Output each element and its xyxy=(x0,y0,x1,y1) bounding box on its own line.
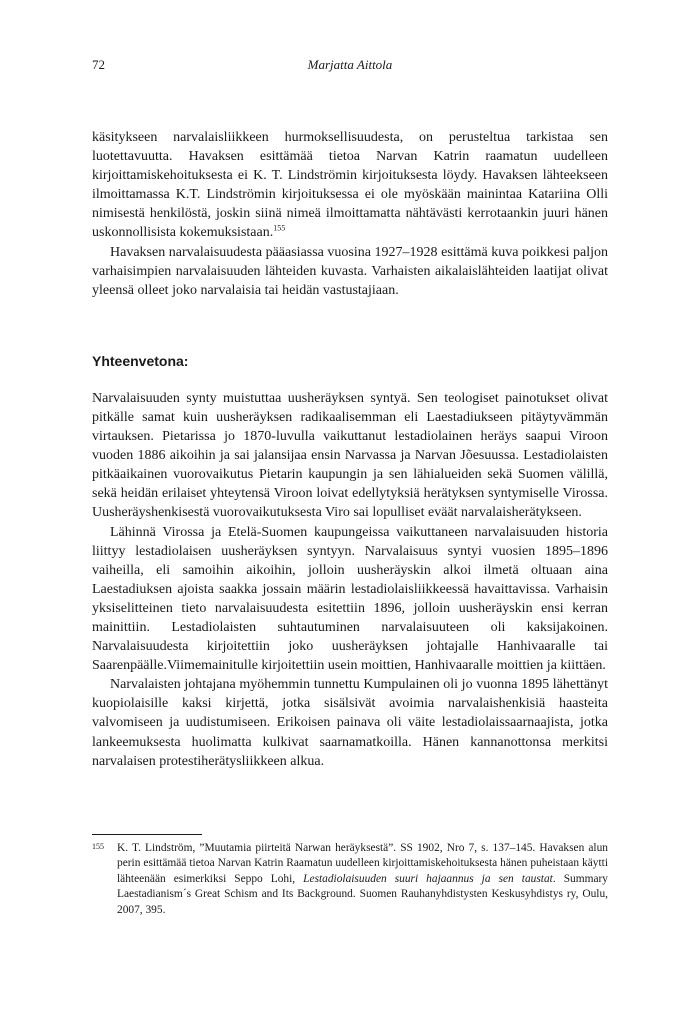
section-heading: Yhteenvetona: xyxy=(92,352,189,369)
paragraph-text: käsitykseen narvalaisliikkeen hurmoksellisuudesta, on perusteltua tarkistaa sen luotettavuutta. Havaksen esittämää tietoa Narvan Katrin raamatun uudelleen kirjoittamiskehoituksesta ei K. T. Lindströmin kirjoituksesta löydy. Havaksen lähteekseen ilmoittamassa K.T. Lindströmin kirjoituksessa ei ole myöskään mainintaa Katariina Olli nimisestä henkilöstä, joskin siinä nimeä ilmoittamatta nähtävästi kerrotaankin juuri hänen uskonnollisista kokemuksistaan. xyxy=(92,130,608,241)
running-head-author: Marjatta Aittola xyxy=(307,57,393,72)
footnote-reference[interactable]: 155 xyxy=(273,223,286,233)
page-number: 72 xyxy=(92,57,105,72)
body-text xyxy=(92,128,608,771)
paragraph xyxy=(92,128,608,243)
footnote-text-after: . Summary Laestadianism´s Great Schism and Its Background. Suomen Rauhanyhdistysten Keskusyhdistys ry, Oulu, 2007, 395. xyxy=(117,872,608,916)
footnote-divider xyxy=(92,834,202,835)
paragraph: Lähinnä Virossa ja Etelä-Suomen kaupungeissa vaikuttaneen narvalaisuuden historia liittyy lestadiolaisen uusheräyksen syntyyn. Narvalaisuus syntyi vuosien 1895–1896 vaiheilla, eli samoihin aikoihin, jolloin uusheräyskin alkoi ilmetä oltuaan aina Laestadiuksen ajoista saakka jossain määrin lestadiolaisliikkeessä havaittavissa. Varhaisin yksiselitteinen tieto narvalaisuudesta esitettiin 1896, jolloin uusheräyskin ensi kerran mainittiin. Lestadiolaisten suhtautuminen narvalaisuuteen oli kaksijakoinen. Narvalaisuudesta kirjoitettiin joko uusheräyksen johtajalle Hanhivaaralle tai Saarenpäälle.Viimemainitulle kirjoitettiin usein moittien, Hanhivaaralle moittien ja kiittäen. xyxy=(92,524,608,674)
paragraph: Narvalaisten johtajana myöhemmin tunnettu Kumpulainen oli jo vuonna 1895 lähettänyt kuopiolaisille kaksi kirjettä, jotka sisälsivät avoimia narvalaishenkisiä haasteita valvomiseen ja uudistumiseen. Erikoisen painava oli väite lestadiolaissaarnaajista, jotka lankeemuksesta huolimatta kulkivat saarnamatkoilla. Hänen kannanottonsa merkitsi narvalaisen protestiherätysliikkeen alkua. xyxy=(92,677,608,769)
page-header xyxy=(92,57,608,73)
section-summary xyxy=(92,389,608,771)
footnote-number: 155 xyxy=(92,842,104,851)
paragraph: Narvalaisuuden synty muistuttaa uusheräyksen syntyä. Sen teologiset painotukset olivat pitkälle samat kuin uusheräyksen radikaalisemman eli Laestadiukseen pitäytyvämmän virtauksen. Pietarissa jo 1870-luvulla vaikuttanut lestadiolainen heräys saapui Viroon vuoden 1886 aikoihin ja sai jalansijaa ensin Narvassa ja Narvan Jõesuussa. Lestadiolaisten pitkäaikainen vuorovaikutus Pietarin kaupungin ja sen lähialueiden sekä Suomen välillä, sekä heidän erilaiset yhteytensä Viroon loivat edellytyksiä herätyksen syntymiselle Virossa. Uusheräyshenkisestä vuorovaikutuksesta Viro sai lopulliset eväät narvalaisherätykseen. xyxy=(92,390,608,521)
footnote-text xyxy=(117,841,608,918)
section-continuation xyxy=(92,128,608,300)
footnote xyxy=(92,841,608,918)
footnote-cited-title: Lestadiolaisuuden suuri hajaannus ja sen taustat xyxy=(303,872,553,885)
paragraph: Havaksen narvalaisuudesta pääasiassa vuosina 1927–1928 esittämä kuva poikkesi paljon varhaisimpien narvalaisuuden lähteiden kuvasta. Varhaisten aikalaislähteiden laatijat olivat yleensä olleet joko narvalaisia tai heidän vastustajiaan. xyxy=(92,244,608,298)
footnote-text-before: K. T. Lindström, ”Muutamia piirteitä Narwan heräyksestä”. SS 1902, Nro 7, s. 137–145. Havaksen alun perin esittämää tietoa Narvan Katrin Raamatun uudelleen kirjoittamiskehoituksesta hänen puheistaan käytti lähteenään esimerkiksi Seppo Lohi, xyxy=(117,842,608,885)
